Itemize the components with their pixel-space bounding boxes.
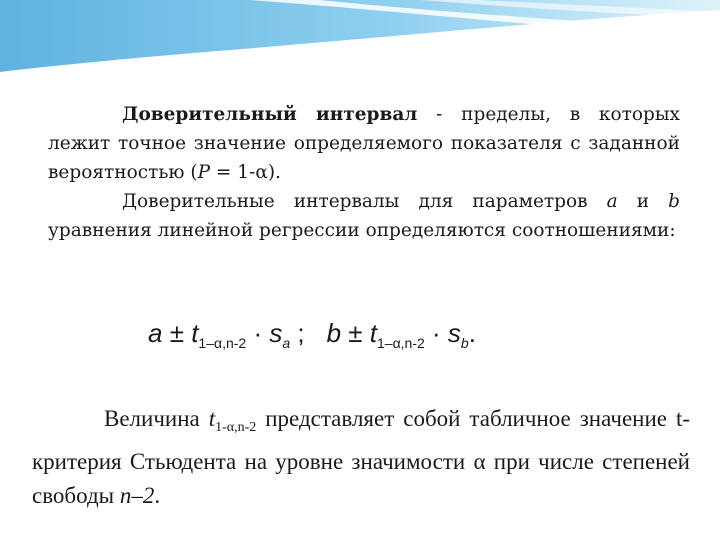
header-wave-decoration: [0, 0, 720, 80]
t-value-text: [32, 402, 690, 513]
t-value-paragraph: Величина $t_{1-\alpha,n-2}$ представляет собой табличное значение t-критерия Стьюдента на уровне значимости α при числе степеней свободы n–2.: [32, 406, 690, 508]
definition-text: [48, 100, 680, 245]
term-confidence-interval: Доверительный интервал: [122, 104, 418, 125]
intervals-paragraph: Доверительные интервалы для параметров a и b уравнения линейной регрессии определяются соотношениями:: [48, 191, 680, 241]
definition-paragraph: Доверительный интервал - пределы, в которых лежит точное значение определяемого показателя с заданной вероятностью (P = 1-α).: [48, 104, 680, 183]
confidence-interval-formula: $a \pm t_{1-\alpha,n-2} \cdot s_a$ ; $b \pm t_{1-\alpha,n-2} \cdot s_b$.: [148, 318, 476, 351]
